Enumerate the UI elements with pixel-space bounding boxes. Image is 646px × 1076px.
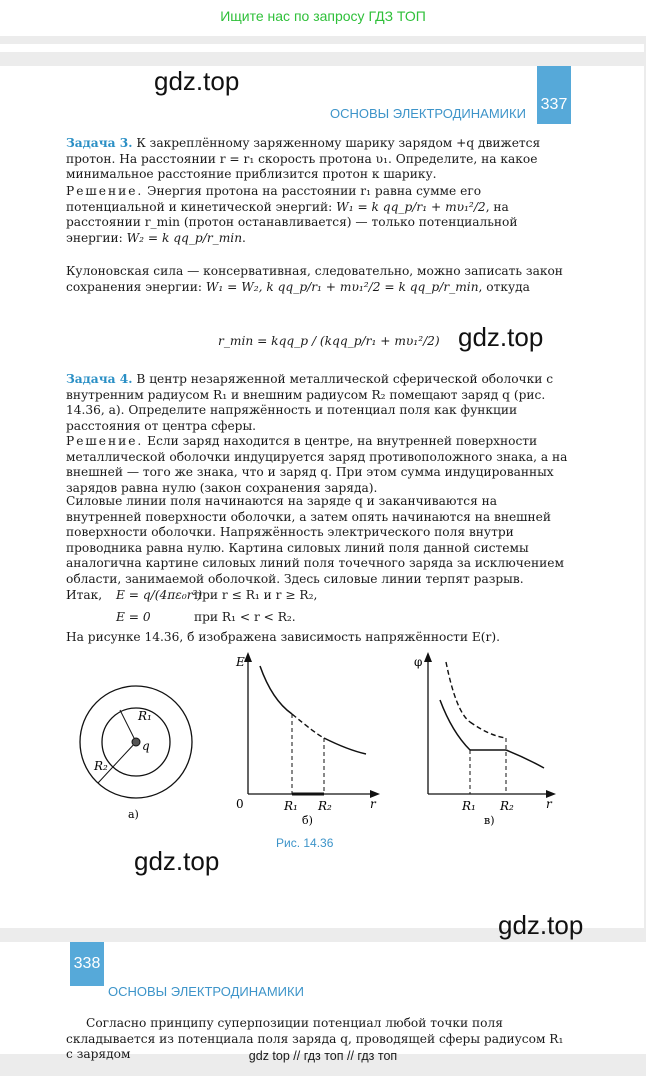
task3-solution-p1a: Энергия протона на расстоянии r₁ равна сумме его потенциальной и кинетической энергий: <box>66 184 482 214</box>
label-r1: R₁ <box>138 709 152 723</box>
e-curve-outer <box>324 738 366 754</box>
itak-label: Итак, <box>66 588 103 602</box>
sub-c-label: в) <box>484 814 495 827</box>
radius-r1-line <box>120 710 136 742</box>
task3-solution: Решение. Энергия протона на расстоянии r₁ равна сумме его потенциальной и кинетической энергий: W₁ = k qq_p/r₁ + mυ₁²/2, на расстоянии r_min (протон останавливается) — только потенциальной энергии: W₂ = k qq_p/r_min. <box>66 184 518 245</box>
formula-e1: E = q/(4πε₀r²) <box>116 588 203 602</box>
task3-text: К закреплённому заряженному шарику зарядом +q движется протон. На расстоянии r = r₁ скорость протона υ₁. Определите, на какое минимальное расстояние приблизится протон к шарику. <box>66 136 541 181</box>
card-edge <box>0 44 644 52</box>
figure-b-graph <box>235 652 380 827</box>
tick-r2-c: R₂ <box>500 799 514 813</box>
page-number-tab <box>537 66 571 124</box>
charge-q <box>132 738 140 746</box>
formula-conservation: W₁ = W₂, k qq_p/r₁ + mυ₁²/2 = k qq_p/r_min <box>205 279 479 294</box>
textbook-page-337 <box>0 66 644 940</box>
page-number-tab-338 <box>70 942 104 986</box>
figure-a-shell <box>80 686 192 821</box>
task4-paragraph <box>66 372 574 434</box>
sub-b-label: б) <box>302 814 313 827</box>
phi-curve-outer <box>506 750 544 768</box>
axis-label-e: E <box>236 655 245 669</box>
page-number-338: 338 <box>73 955 101 972</box>
task4-solution-2: Силовые линии поля начинаются на заряде q и заканчиваются на внутренней поверхности оболочки, а затем опять начинаются на внешней поверхности оболочки. Напряжённость электрического поля внутри проводника равна нулю. Картина силовых линий поля данной системы аналогична картине силовых линий поля точечного заряда за исключением области, занимаемой оболочкой. Здесь силовые линии терпят разрыв. <box>66 494 564 586</box>
axis-label-r: r <box>370 797 376 811</box>
task3-solution-p1b: , на расстоянии r_min (протон останавливается) — только потенциальной энергии: <box>66 199 518 245</box>
axis-label-phi: φ <box>414 655 423 669</box>
page338-paragraph: Согласно принципу суперпозиции потенциал любой точки поля складывается из потенциала поля заряда q, проводящей сферы радиусом R₁ с зарядом <box>66 1016 564 1061</box>
origin-label: 0 <box>236 797 244 811</box>
task4-solution-p1: Если заряд находится в центре, на внутренней поверхности металлической оболочки индуцируется заряд противоположного знака, а на внешней — того же знака, что и заряд q. При этом сумма индуцированных зарядов равна нулю (закон сохранения заряда). <box>66 434 568 495</box>
formula-e2: E = 0 <box>116 610 151 624</box>
phi-curve-inner <box>440 700 470 750</box>
axis-label-r-c: r <box>546 797 552 811</box>
task4-solution-1 <box>66 434 574 496</box>
formula-w1: W₁ = k qq_p/r₁ + mυ₁²/2 <box>336 199 486 214</box>
top-banner <box>0 0 646 36</box>
formula-w2: W₂ = k qq_p/r_min <box>126 230 243 245</box>
formula-rmin: r_min = kqq_p / (kqq_p/r₁ + mυ₁²/2) <box>218 334 440 348</box>
figure-reference: На рисунке 14.36, б изображена зависимость напряжённости E(r). <box>66 630 500 644</box>
task3-paragraph <box>66 136 574 183</box>
watermark: gdz.top <box>154 66 240 96</box>
promo-link[interactable]: Ищите нас по запросу ГДЗ ТОП <box>220 8 426 24</box>
task3-solution-label: Решение. <box>66 184 144 198</box>
label-q: q <box>142 739 150 753</box>
tick-r1-c: R₁ <box>462 799 476 813</box>
task4-label: Задача 4. <box>66 372 133 386</box>
label-r2: R₂ <box>94 759 108 773</box>
e-curve-inner <box>260 666 292 714</box>
watermark: gdz.top <box>134 846 220 876</box>
figure-caption: Рис. 14.36 <box>276 836 334 850</box>
footer-links[interactable]: gdz top // гдз топ // гдз топ <box>248 1049 398 1063</box>
sub-a-label: а) <box>128 808 139 821</box>
page-number: 337 <box>540 96 568 113</box>
condition-2: при R₁ < r < R₂. <box>194 610 296 624</box>
watermark: gdz.top <box>458 322 544 352</box>
task4-solution-label: Решение. <box>66 434 144 448</box>
figure-14-36 <box>0 652 644 832</box>
e-axis-arrow <box>244 652 252 662</box>
watermark: gdz.top <box>498 910 584 940</box>
condition-1: при r ≤ R₁ и r ≥ R₂, <box>194 588 318 602</box>
task3-solution-p2b: , откуда <box>478 279 530 294</box>
task3-conservation <box>66 264 574 295</box>
task3-solution-p2a: Кулоновская сила — консервативная, следовательно, можно записать закон сохранения энергии: <box>66 264 563 294</box>
figure-c-graph <box>414 652 556 827</box>
tick-r1: R₁ <box>284 799 298 813</box>
page-header-338: ОСНОВЫ ЭЛЕКТРОДИНАМИКИ <box>108 984 304 999</box>
e-curve-dashed <box>292 714 324 738</box>
phi-dashed-continued <box>470 722 506 738</box>
task3-label: Задача 3. <box>66 136 133 150</box>
page-header: ОСНОВЫ ЭЛЕКТРОДИНАМИКИ <box>330 106 526 121</box>
phi-axis-arrow <box>424 652 432 662</box>
task4-text: В центр незаряженной металлической сферической оболочки с внутренним радиусом R₁ и внешним радиусом R₂ помещают заряд q (рис. 14.36, а). Определите напряжённость и потенциал поля как функции расстояния от центра сферы. <box>66 372 554 433</box>
phi-point-charge-dashed <box>446 662 470 722</box>
tick-r2: R₂ <box>318 799 332 813</box>
